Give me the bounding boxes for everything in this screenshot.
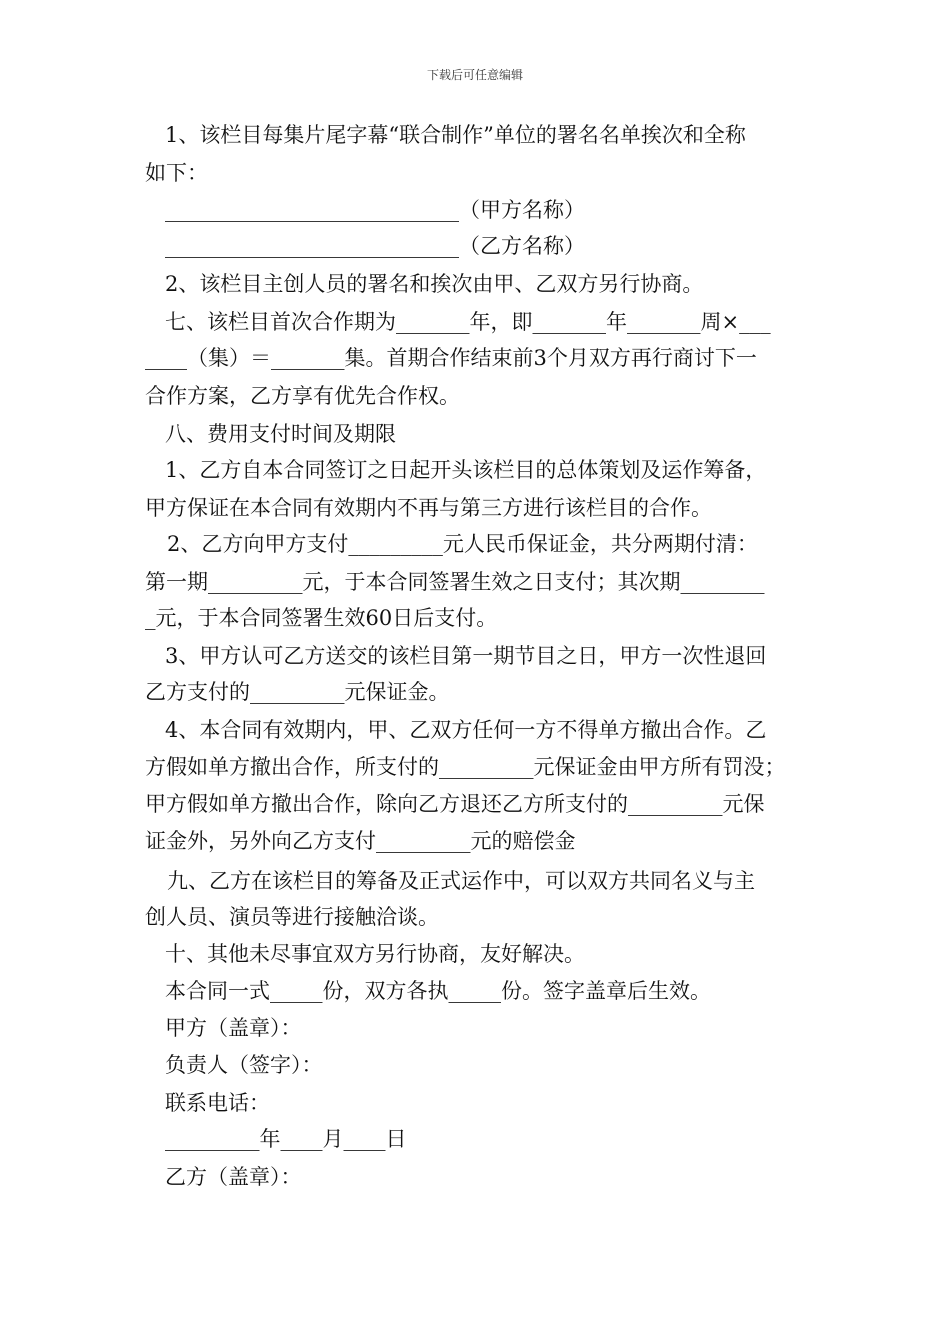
text-line: [0, 939, 950, 969]
text: 联系电话：: [165, 1091, 270, 1115]
text: 证金外，另外向乙方支付_________元的赔偿金: [145, 829, 576, 853]
text: 创人员、演员等进行接触洽谈。: [145, 905, 439, 929]
text: 乙方支付的_________元保证金。: [145, 680, 450, 704]
text-line: [0, 866, 950, 896]
text: 1、该栏目每集片尾字幕“联合制作”单位的署名名单挨次和全称: [165, 123, 746, 147]
text: 甲方假如单方撤出合作，除向乙方退还乙方所支付的_________元保: [145, 792, 765, 816]
text: 九、乙方在该栏目的筹备及正式运作中，可以双方共同名义与主: [167, 869, 755, 893]
text: _________年____月____日: [165, 1127, 407, 1151]
text-line: [0, 195, 950, 225]
text: ____________________________（甲方名称）: [165, 198, 585, 222]
text-line: [0, 1050, 950, 1080]
text: 4、本合同有效期内，甲、乙双方任何一方不得单方撤出合作。乙: [165, 718, 767, 742]
text-line: [0, 269, 950, 299]
text-line: [0, 120, 950, 150]
text: 八、费用支付时间及期限: [165, 422, 396, 446]
text-line: [0, 1088, 950, 1118]
text: 十、其他未尽事宜双方另行协商，友好解决。: [165, 942, 585, 966]
text: 乙方（盖章）：: [165, 1165, 302, 1189]
text: 3、甲方认可乙方送交的该栏目第一期节目之日，甲方一次性退回: [165, 644, 767, 668]
text-line: [0, 1162, 950, 1192]
text: 2、乙方向甲方支付_________元人民币保证金，共分两期付清：: [167, 532, 758, 556]
text: _元，于本合同签署生效60日后支付。: [145, 606, 498, 630]
text-line: [0, 455, 950, 485]
text-line: [0, 789, 950, 819]
text-line: [0, 158, 950, 188]
text-line: [0, 493, 950, 523]
text: 甲方保证在本合同有效期内不再与第三方进行该栏目的合作。: [145, 496, 712, 520]
text-line: [0, 902, 950, 932]
text-line: [0, 976, 950, 1006]
text-line: [0, 231, 950, 261]
text-line: [0, 603, 950, 633]
text: 负责人（签字）：: [165, 1053, 323, 1077]
text-line: [0, 567, 950, 597]
text-line: [0, 715, 950, 745]
text-line: [0, 381, 950, 411]
text: 本合同一式_____份，双方各执_____份。签字盖章后生效。: [165, 979, 711, 1003]
text: 第一期_________元，于本合同签署生效之日支付；其次期________: [145, 570, 765, 594]
text-line: [0, 677, 950, 707]
text-line: [0, 1013, 950, 1043]
text: ____________________________（乙方名称）: [165, 234, 585, 258]
text-line: [0, 529, 950, 559]
text: 七、该栏目首次合作期为_______年，即_______年_______周×___: [165, 310, 771, 334]
text: 2、该栏目主创人员的署名和挨次由甲、乙双方另行协商。: [165, 272, 704, 296]
text: 合作方案，乙方享有优先合作权。: [145, 384, 460, 408]
text-line: [0, 307, 950, 337]
text-line: [0, 826, 950, 856]
text: 甲方（盖章）：: [165, 1016, 302, 1040]
text-line: [0, 343, 950, 373]
text: 1、乙方自本合同签订之日起开头该栏目的总体策划及运作筹备，: [165, 458, 767, 482]
text-line: [0, 752, 950, 782]
text: 如下：: [145, 161, 208, 185]
page-header: 下载后可任意编辑: [426, 68, 523, 82]
text-line: [0, 1124, 950, 1154]
text: ____（集）＝_______集。首期合作结束前3个月双方再行商讨下一: [145, 346, 757, 370]
text: 方假如单方撤出合作，所支付的_________元保证金由甲方所有罚没；: [145, 755, 786, 779]
text-line: [0, 419, 950, 449]
text-line: [0, 641, 950, 671]
